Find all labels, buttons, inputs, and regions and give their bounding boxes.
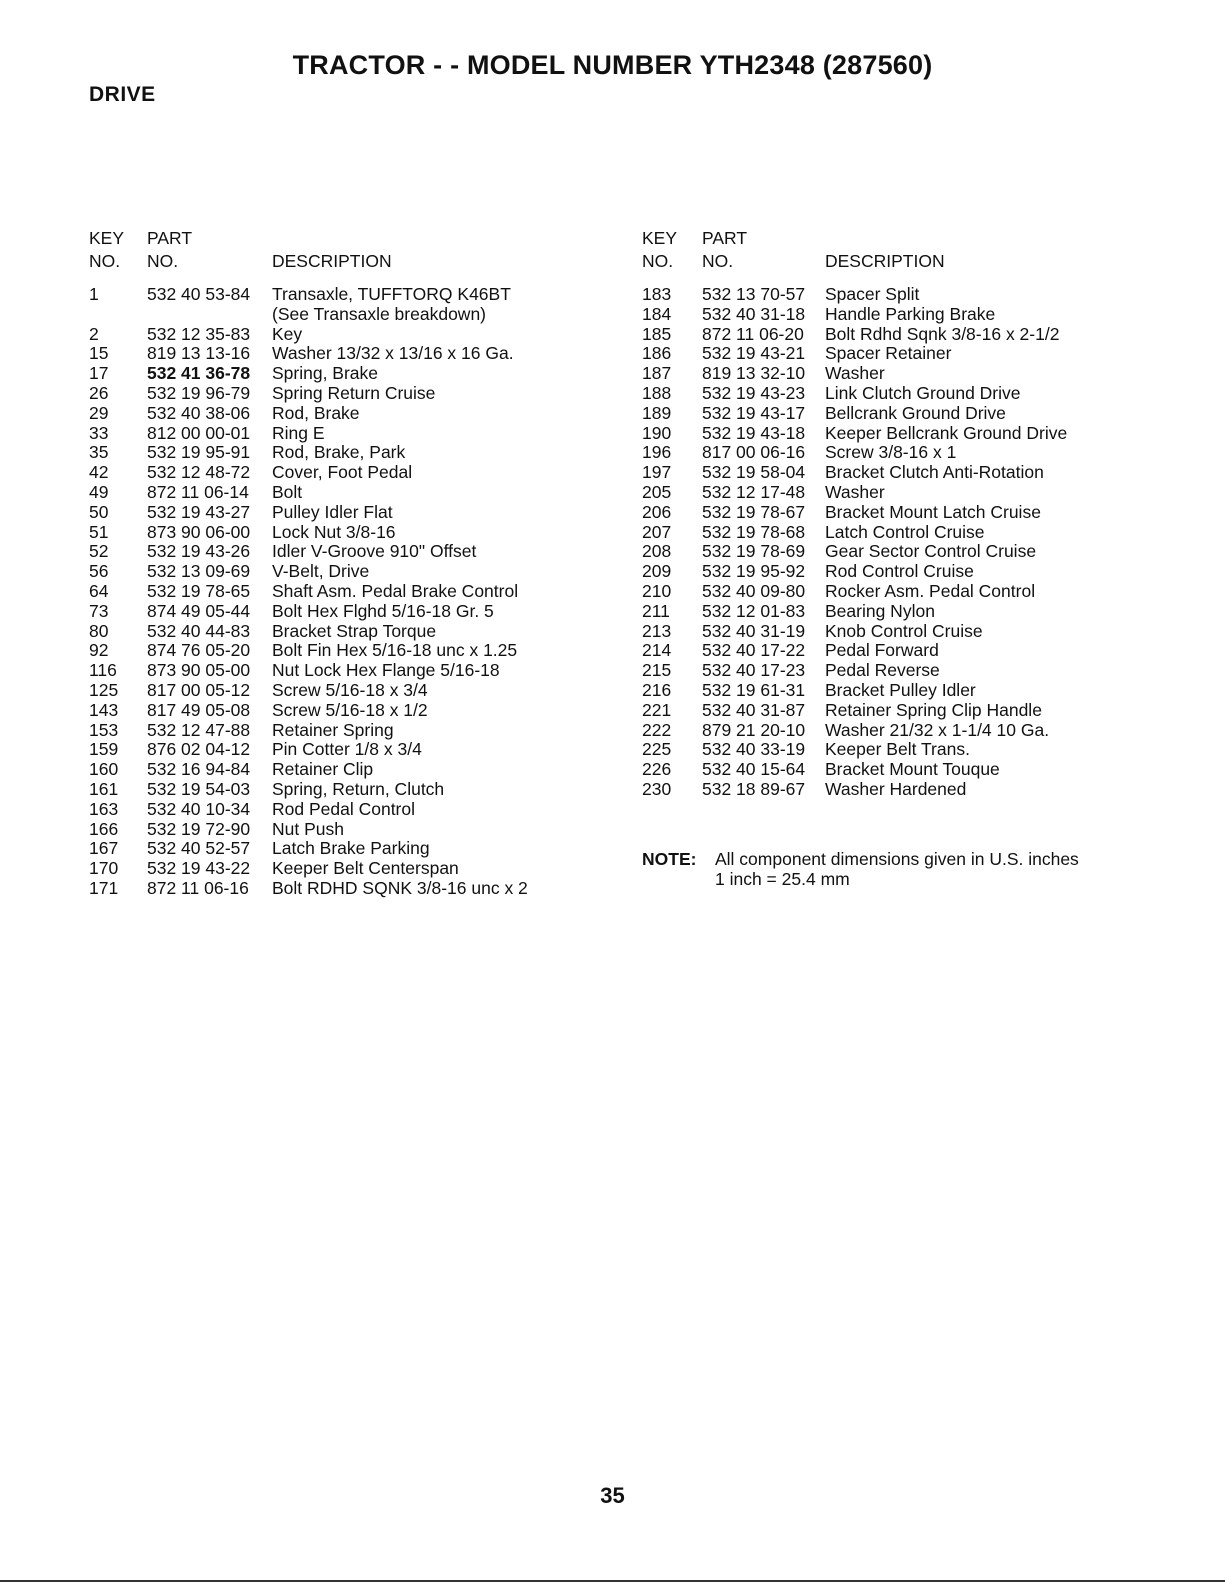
description: Lock Nut 3/8-16 [272,521,396,542]
part-number: 532 40 10-34 [147,798,251,819]
key-number: 221 [642,699,672,720]
table-row [642,463,1202,483]
key-number: 183 [642,284,672,304]
key-number: 206 [642,501,672,522]
table-row [642,582,1202,602]
key-number: 215 [642,660,672,681]
part-number: 532 40 17-23 [702,660,806,681]
key-number: 197 [642,462,672,483]
part-number: 532 19 72-90 [147,818,251,839]
description: Spacer Retainer [825,343,952,364]
description: Screw 5/16-18 x 3/4 [272,679,428,700]
part-number: 532 40 52-57 [147,838,251,859]
part-number: 532 19 43-23 [702,382,806,403]
key-number: 187 [642,363,672,384]
description: Retainer Clip [272,759,374,780]
table-row [89,463,609,483]
part-number: 532 19 58-04 [702,462,806,483]
part-number: 812 00 00-01 [147,422,251,443]
table-row [89,780,609,800]
key-number: 163 [89,798,119,819]
description: Latch Brake Parking [272,838,430,859]
key-number: 42 [89,462,109,483]
part-number: 532 12 47-88 [147,719,251,740]
description: Screw 5/16-18 x 1/2 [272,699,428,720]
key-number: 161 [89,778,119,799]
table-row [89,839,609,859]
table-row [89,622,609,642]
part-header-line2: NO. [702,251,734,271]
part-number: 532 19 78-67 [702,501,806,522]
description: Spacer Split [825,284,920,304]
part-number: 532 19 43-21 [702,343,806,364]
table-row [89,483,609,503]
description: Nut Push [272,818,344,839]
part-number: 532 40 09-80 [702,580,806,601]
part-number: 532 19 96-79 [147,382,251,403]
key-number: 160 [89,759,119,780]
part-number: 873 90 05-00 [147,660,251,681]
description: Ring E [272,422,325,443]
description: Shaft Asm. Pedal Brake Control [272,580,519,601]
key-number: 211 [642,600,670,621]
description: Keeper Bellcrank Ground Drive [825,422,1068,443]
description: Spring Return Cruise [272,382,436,403]
table-row [89,384,609,404]
description: Knob Control Cruise [825,620,983,641]
table-row [642,641,1202,661]
description: Bolt Fin Hex 5/16-18 unc x 1.25 [272,640,518,661]
key-number: 185 [642,323,672,344]
description: Rod Pedal Control [272,798,415,819]
table-row [642,285,1202,305]
key-number: 153 [89,719,119,740]
table-row [89,859,609,879]
description: Pedal Reverse [825,660,940,681]
key-number: 17 [89,363,109,384]
table-row [642,740,1202,760]
key-number: 92 [89,640,109,661]
table-row [89,661,609,681]
description: Pedal Forward [825,640,939,661]
part-number: 819 13 32-10 [702,363,806,384]
table-row [89,602,609,622]
note-label: NOTE: [642,849,697,869]
key-number: 166 [89,818,119,839]
key-number [89,305,147,325]
part-number [147,305,272,325]
key-number: 167 [89,838,119,859]
table-row [89,424,609,444]
key-number: 226 [642,759,672,780]
part-number: 532 19 78-68 [702,521,806,542]
key-number: 49 [89,481,109,502]
part-number: 532 19 95-92 [702,561,806,582]
table-row [89,443,609,463]
note-line2: 1 inch = 25.4 mm [715,869,850,889]
part-number: 876 02 04-12 [147,739,251,760]
description: Cover, Foot Pedal [272,462,413,483]
description: Nut Lock Hex Flange 5/16-18 [272,660,500,681]
parts-list-left [89,228,609,899]
key-number: 80 [89,620,109,641]
description: Rod, Brake [272,402,360,423]
parts-rows-left [89,285,609,899]
description: Keeper Belt Trans. [825,739,970,760]
key-number: 51 [89,521,109,542]
table-row [642,325,1202,345]
key-header-line2: NO. [89,251,121,271]
table-row [642,681,1202,701]
description-header: DESCRIPTION [272,251,392,271]
part-number: 532 19 43-27 [147,501,251,522]
key-header-line1: KEY [642,228,678,248]
table-row [89,562,609,582]
key-header-line2: NO. [642,251,674,271]
part-number: 532 40 33-19 [702,739,806,760]
key-number: 15 [89,343,109,364]
table-row [89,721,609,741]
key-number: 171 [89,877,119,898]
part-number: 532 13 09-69 [147,561,251,582]
key-number: 196 [642,442,672,463]
part-number: 872 11 06-14 [147,481,249,502]
description: Washer [825,363,885,384]
key-number: 50 [89,501,109,522]
part-number: 532 19 95-91 [147,442,251,463]
description: Washer 13/32 x 13/16 x 16 Ga. [272,343,514,364]
description: Latch Control Cruise [825,521,985,542]
part-number: 532 16 94-84 [147,759,251,780]
table-row [642,622,1202,642]
table-row [89,701,609,721]
description: Spring, Brake [272,363,379,384]
table-row [642,344,1202,364]
description: Bolt Hex Flghd 5/16-18 Gr. 5 [272,600,494,621]
part-number: 532 19 43-26 [147,541,251,562]
description: Gear Sector Control Cruise [825,541,1037,562]
table-row [89,503,609,523]
part-number: 532 18 89-67 [702,778,806,799]
description: Screw 3/8-16 x 1 [825,442,957,463]
part-number: 817 49 05-08 [147,699,251,720]
description: Retainer Spring Clip Handle [825,699,1042,720]
key-number: 159 [89,739,119,760]
key-number: 205 [642,481,672,502]
key-number: 125 [89,679,119,700]
key-number: 52 [89,541,109,562]
key-header-line1: KEY [89,228,125,248]
part-header-line1: PART [702,228,748,248]
description: Idler V-Groove 910" Offset [272,541,477,562]
table-row [642,443,1202,463]
table-row [642,721,1202,741]
part-number: 817 00 06-16 [702,442,806,463]
description: Key [272,323,303,344]
description: Bracket Pulley Idler [825,679,976,700]
table-row [89,523,609,543]
table-row [89,305,609,325]
part-number: 872 11 06-16 [147,877,249,898]
part-number: 532 19 43-18 [702,422,806,443]
key-number: 170 [89,858,119,879]
part-number: 532 40 31-18 [702,303,806,324]
part-number: 532 40 17-22 [702,640,806,661]
table-row [89,364,609,384]
part-number: 532 19 61-31 [702,679,806,700]
key-number: 190 [642,422,672,443]
table-row [89,800,609,820]
description: Rocker Asm. Pedal Control [825,580,1036,601]
table-row [89,740,609,760]
column-headers-right [642,228,1202,278]
key-number: 186 [642,343,672,364]
column-headers-left [89,228,609,278]
part-number: 532 12 17-48 [702,481,806,502]
description: Washer [825,481,885,502]
description: Washer Hardened [825,778,967,799]
part-number: 532 40 38-06 [147,402,251,423]
bottom-rule [0,1580,1225,1582]
part-number: 532 41 36-78 [147,363,251,384]
key-number: 2 [89,323,99,344]
key-number: 35 [89,442,109,463]
key-number: 184 [642,303,672,324]
table-row [642,483,1202,503]
description: Bolt Rdhd Sqnk 3/8-16 x 2-1/2 [825,323,1060,344]
part-number: 532 40 53-84 [147,284,251,304]
description: Transaxle, TUFFTORQ K46BT [272,284,511,304]
table-row [642,760,1202,780]
table-row [642,503,1202,523]
key-number: 116 [89,660,117,681]
description: Bracket Strap Torque [272,620,437,641]
table-row [642,562,1202,582]
description: Keeper Belt Centerspan [272,858,459,879]
description: Pin Cotter 1/8 x 3/4 [272,739,422,760]
key-number: 29 [89,402,109,423]
table-row [89,681,609,701]
section-heading: DRIVE [89,83,156,106]
part-header-line1: PART [147,228,193,248]
part-number: 532 12 48-72 [147,462,251,483]
part-number: 532 12 01-83 [702,600,806,621]
table-row [89,820,609,840]
key-number: 225 [642,739,672,760]
table-row [642,424,1202,444]
key-number: 210 [642,580,672,601]
key-number: 189 [642,402,672,423]
page-title: TRACTOR - - MODEL NUMBER YTH2348 (287560) [292,50,933,80]
table-row [642,305,1202,325]
table-row [89,879,609,899]
key-number: 214 [642,640,672,661]
key-number: 230 [642,778,672,799]
key-number: 222 [642,719,672,740]
description: Washer 21/32 x 1-1/4 10 Ga. [825,719,1050,740]
parts-rows-right [642,285,1202,800]
key-number: 216 [642,679,672,700]
key-number: 56 [89,561,109,582]
description: Bracket Clutch Anti-Rotation [825,462,1044,483]
part-number: 532 19 43-17 [702,402,806,423]
part-number: 879 21 20-10 [702,719,806,740]
note-line1: All component dimensions given in U.S. inches [715,849,1079,869]
key-number: 208 [642,541,672,562]
part-number: 532 19 78-65 [147,580,251,601]
table-row [642,384,1202,404]
description: Rod Control Cruise [825,561,974,582]
description: (See Transaxle breakdown) [272,303,486,324]
part-number: 532 40 15-64 [702,759,806,780]
part-number: 874 49 05-44 [147,600,251,621]
parts-list-right [642,228,1202,800]
part-number: 532 40 31-19 [702,620,806,641]
part-number: 532 40 31-87 [702,699,806,720]
key-number: 188 [642,382,672,403]
part-number: 872 11 06-20 [702,323,804,344]
description: Link Clutch Ground Drive [825,382,1021,403]
part-number: 873 90 06-00 [147,521,251,542]
part-number: 532 40 44-83 [147,620,251,641]
part-number: 532 13 70-57 [702,284,806,304]
part-number: 817 00 05-12 [147,679,251,700]
description: Bearing Nylon [825,600,935,621]
key-number: 64 [89,580,109,601]
description: Bracket Mount Touque [825,759,1000,780]
table-row [642,404,1202,424]
description: Handle Parking Brake [825,303,996,324]
table-row [89,344,609,364]
key-number: 73 [89,600,109,621]
part-number: 874 76 05-20 [147,640,251,661]
description: Bracket Mount Latch Cruise [825,501,1041,522]
table-row [89,325,609,345]
part-number: 532 19 43-22 [147,858,251,879]
description: Retainer Spring [272,719,394,740]
table-row [642,364,1202,384]
table-row [89,404,609,424]
description: V-Belt, Drive [272,561,370,582]
table-row [642,661,1202,681]
part-number: 532 12 35-83 [147,323,251,344]
description: Bellcrank Ground Drive [825,402,1006,423]
key-number: 209 [642,561,672,582]
table-row [89,582,609,602]
part-header-line2: NO. [147,251,179,271]
description: Rod, Brake, Park [272,442,406,463]
key-number: 1 [89,284,99,304]
table-row [642,523,1202,543]
description: Bolt [272,481,303,502]
key-number: 213 [642,620,672,641]
table-row [89,641,609,661]
key-number: 207 [642,521,672,542]
table-row [642,701,1202,721]
description: Spring, Return, Clutch [272,778,445,799]
part-number: 532 19 54-03 [147,778,251,799]
page-number: 35 [600,1483,625,1508]
table-row [89,542,609,562]
key-number: 26 [89,382,109,403]
table-row [642,602,1202,622]
key-number: 33 [89,422,109,443]
part-number: 532 19 78-69 [702,541,806,562]
description-header: DESCRIPTION [825,251,945,271]
description: Pulley Idler Flat [272,501,393,522]
key-number: 143 [89,699,119,720]
table-row [642,780,1202,800]
table-row [89,285,609,305]
table-row [642,542,1202,562]
description: Bolt RDHD SQNK 3/8-16 unc x 2 [272,877,528,898]
table-row [89,760,609,780]
part-number: 819 13 13-16 [147,343,251,364]
